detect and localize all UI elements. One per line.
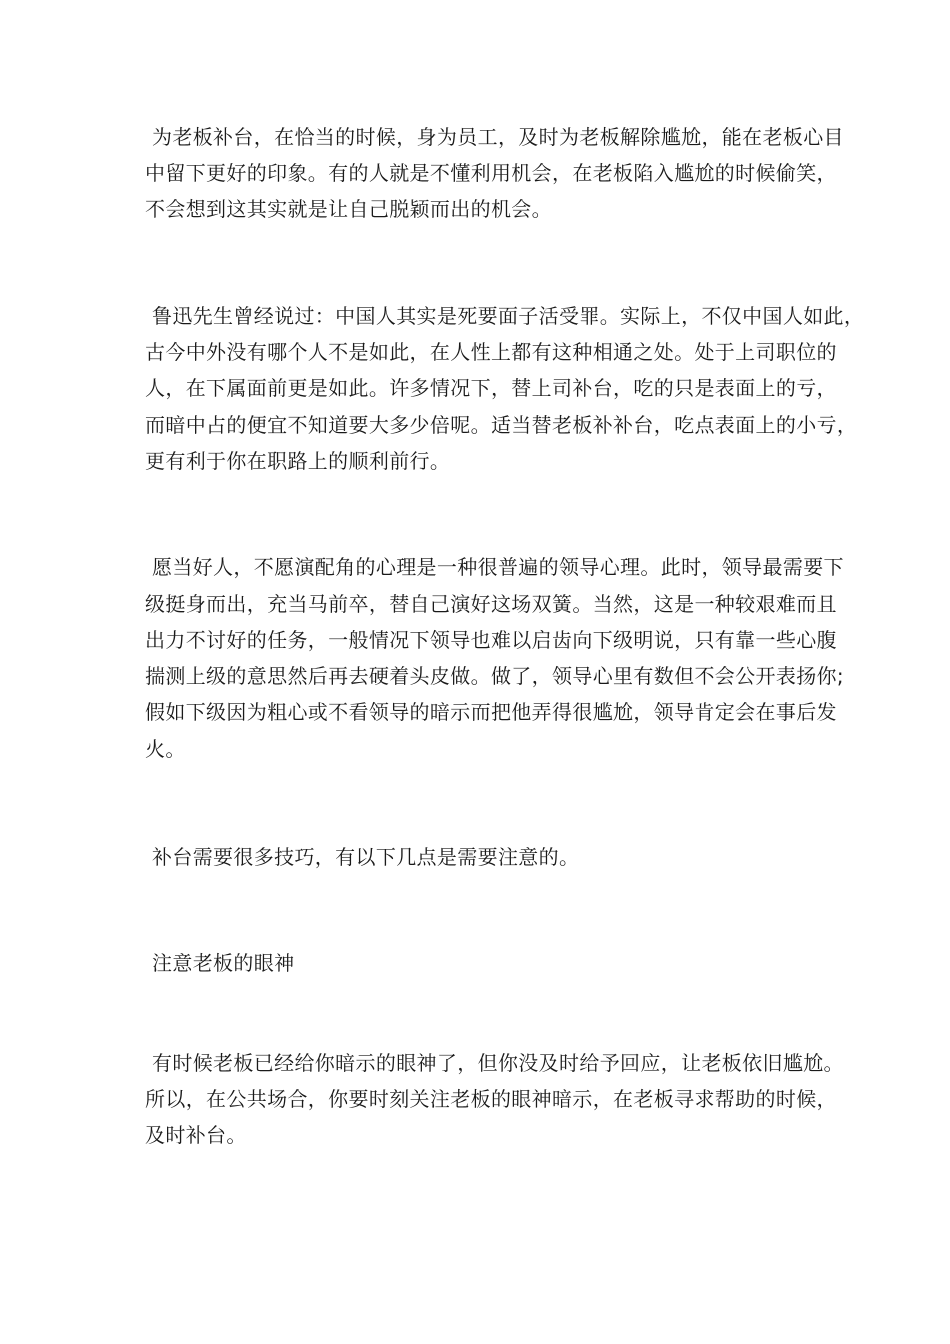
text-line: 而暗中占的便宜不知道要大多少倍呢。适当替老板补补台，吃点表面上的小亏， bbox=[145, 413, 858, 437]
text-line: 火。 bbox=[145, 737, 186, 761]
text-line: 有时候老板已经给你暗示的眼神了，但你没及时给予回应，让老板依旧尴尬。 bbox=[152, 1051, 844, 1075]
text-line: 注意老板的眼神 bbox=[152, 951, 295, 975]
text-line: 假如下级因为粗心或不看领导的暗示而把他弄得很尴尬，领导肯定会在事后发 bbox=[145, 700, 837, 724]
text-line: 不会想到这其实就是让自己脱颖而出的机会。 bbox=[145, 197, 552, 221]
text-line: 出力不讨好的任务，一般情况下领导也难以启齿向下级明说，只有靠一些心腹 bbox=[145, 628, 837, 652]
text-line: 人，在下属面前更是如此。许多情况下，替上司补台，吃的只是表面上的亏， bbox=[145, 376, 837, 400]
text-line: 鲁迅先生曾经说过：中国人其实是死要面子活受罪。实际上，不仅中国人如此， bbox=[152, 304, 865, 328]
text-line: 揣测上级的意思然后再去硬着头皮做。做了，领导心里有数但不会公开表扬你; bbox=[145, 664, 844, 688]
text-line: 所以，在公共场合，你要时刻关注老板的眼神暗示，在老板寻求帮助的时候， bbox=[145, 1087, 837, 1111]
text-line: 更有利于你在职路上的顺利前行。 bbox=[145, 449, 451, 473]
text-line: 愿当好人，不愿演配角的心理是一种很普遍的领导心理。此时，领导最需要下 bbox=[152, 555, 844, 579]
text-line: 中留下更好的印象。有的人就是不懂利用机会，在老板陷入尴尬的时候偷笑， bbox=[145, 161, 837, 185]
text-line: 古今中外没有哪个人不是如此，在人性上都有这种相通之处。处于上司职位的 bbox=[145, 340, 837, 364]
text-line: 级挺身而出，充当马前卒，替自己演好这场双簧。当然，这是一种较艰难而且 bbox=[145, 592, 837, 616]
text-line: 为老板补台，在恰当的时候，身为员工，及时为老板解除尴尬，能在老板心目 bbox=[152, 125, 844, 149]
text-line: 及时补台。 bbox=[145, 1123, 247, 1147]
text-line: 补台需要很多技巧，有以下几点是需要注意的。 bbox=[152, 845, 580, 869]
